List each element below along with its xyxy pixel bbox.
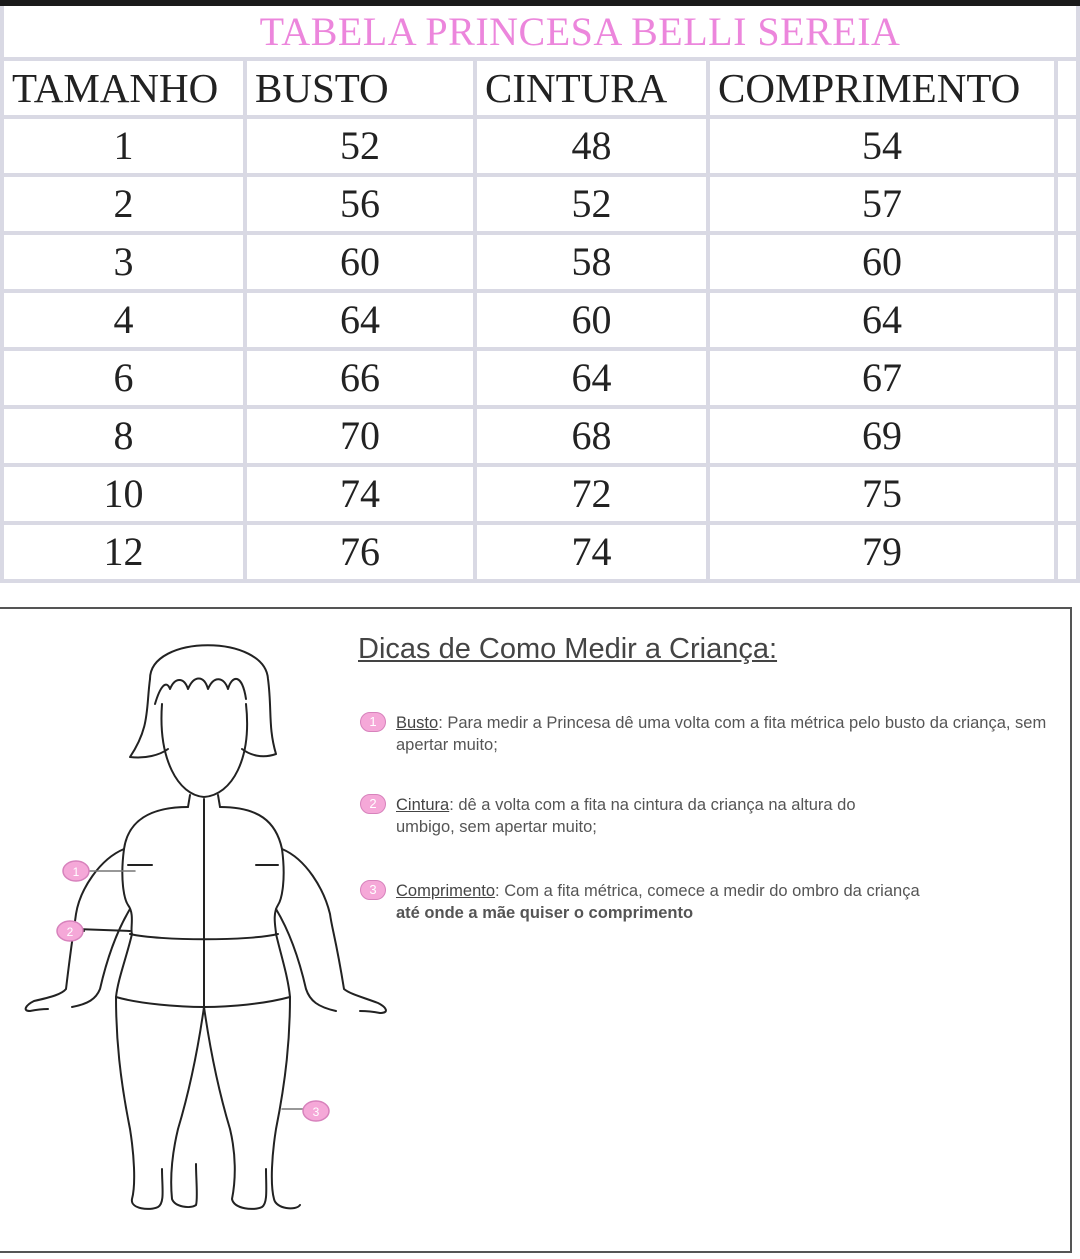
table-header-row [0,61,1080,119]
cell-cintura: 52 [477,177,710,235]
table-row [0,467,1080,525]
tip-busto [358,712,1058,756]
cell-comprimento: 57 [710,177,1058,235]
cell-tamanho: 10 [0,467,247,525]
cell-comprimento: 67 [710,351,1058,409]
tip-text: : Com a fita métrica, comece a medir do ombro da criança [495,882,920,900]
tip-number: 1 [360,712,386,732]
cell-comprimento: 79 [710,525,1058,583]
tip-comprimento [358,880,936,924]
cell-tamanho: 3 [0,235,247,293]
cell-tamanho: 4 [0,293,247,351]
header-busto: BUSTO [247,61,477,119]
tip-text: : Para medir a Princesa dê uma volta com a fita métrica pelo busto da criança, sem apertar muito; [396,714,1047,754]
cell-comprimento: 69 [710,409,1058,467]
table-row [0,409,1080,467]
table-row [0,235,1080,293]
table-row [0,119,1080,177]
cell-tamanho: 12 [0,525,247,583]
tip-text: : dê a volta com a fita na cintura da criança na altura do umbigo, sem apertar muito; [396,796,856,836]
cell-cintura: 72 [477,467,710,525]
extra-cell [1058,119,1080,177]
marker-3-label: 3 [312,1105,320,1119]
cell-busto: 60 [247,235,477,293]
cell-cintura: 64 [477,351,710,409]
header-comprimento: COMPRIMENTO [710,61,1058,119]
extra-cell [1058,467,1080,525]
cell-comprimento: 54 [710,119,1058,177]
tip-cintura [358,794,916,838]
table-title: TABELA PRINCESA BELLI SEREIA [0,6,1080,61]
cell-tamanho: 6 [0,351,247,409]
cell-busto: 56 [247,177,477,235]
header-cintura: CINTURA [477,61,710,119]
table-row [0,293,1080,351]
tip-term: Comprimento [396,882,496,900]
extra-cell [1058,235,1080,293]
extra-cell [1058,293,1080,351]
tips-title: Dicas de Como Medir a Criança: [358,633,778,665]
table-row [0,177,1080,235]
extra-cell [1058,177,1080,235]
table-row [0,351,1080,409]
cell-cintura: 60 [477,293,710,351]
tip-term: Busto [396,714,439,732]
tip-term: Cintura [396,796,450,814]
extra-cell [1058,409,1080,467]
tip-number: 3 [360,880,386,900]
extra-cell [1058,351,1080,409]
cell-cintura: 68 [477,409,710,467]
extra-cell [1058,61,1080,119]
cell-tamanho: 2 [0,177,247,235]
cell-cintura: 48 [477,119,710,177]
header-tamanho: TAMANHO [0,61,247,119]
cell-busto: 70 [247,409,477,467]
cell-busto: 76 [247,525,477,583]
tip-bold-text: até onde a mãe quiser o comprimento [396,904,694,922]
cell-busto: 52 [247,119,477,177]
tip-number: 2 [360,794,386,814]
marker-2-label: 2 [66,925,74,939]
table-row [0,525,1080,583]
cell-tamanho: 1 [0,119,247,177]
extra-cell [1058,525,1080,583]
child-figure-illustration [0,609,420,1255]
cell-cintura: 74 [477,525,710,583]
cell-busto: 74 [247,467,477,525]
cell-busto: 64 [247,293,477,351]
size-table [0,6,1080,583]
marker-1-label: 1 [72,865,80,879]
measure-tips [358,633,1058,966]
cell-comprimento: 64 [710,293,1058,351]
cell-comprimento: 75 [710,467,1058,525]
cell-cintura: 58 [477,235,710,293]
cell-tamanho: 8 [0,409,247,467]
cell-comprimento: 60 [710,235,1058,293]
measure-instructions-box [0,607,1072,1253]
cell-busto: 66 [247,351,477,409]
